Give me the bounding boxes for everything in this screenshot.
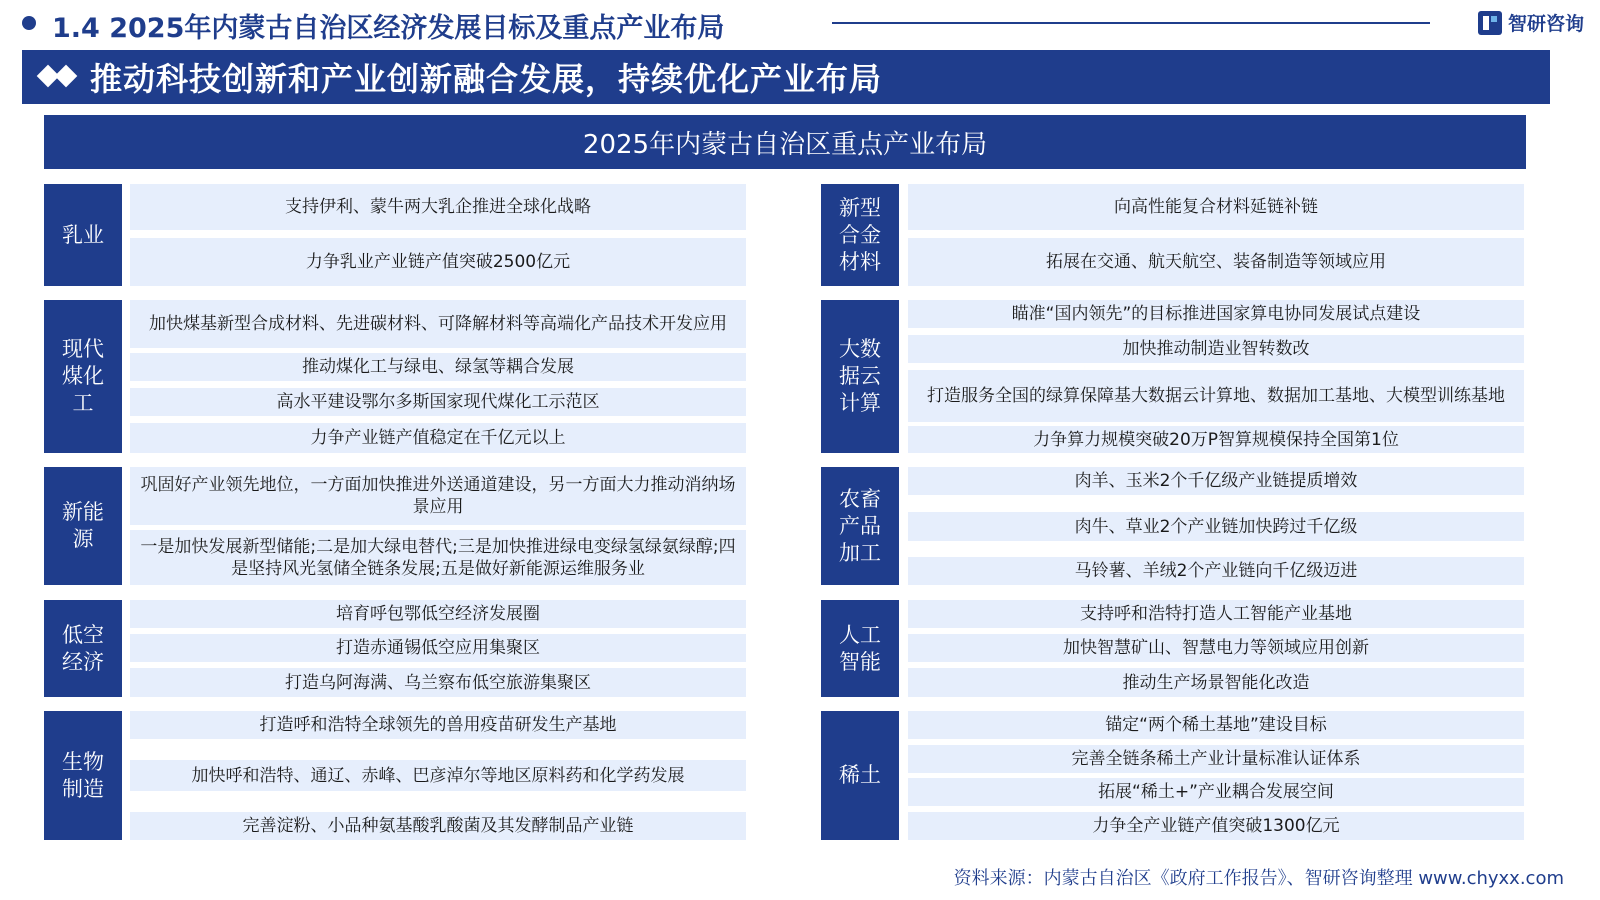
left-category-1-item-3: 力争产业链产值稳定在千亿元以上: [130, 423, 746, 453]
right-category-1-item-3: 力争算力规模突破20万P智算规模保持全国第1位: [908, 426, 1524, 453]
right-category-4-item-3: 力争全产业链产值突破1300亿元: [908, 812, 1524, 840]
left-category-2-item-1: 一是加快发展新型储能;二是加大绿电替代;三是加快推进绿电变绿氢绿氨绿醇;四是坚持风光氢储全链条发展;五是做好新能源运维服务业: [130, 530, 746, 585]
left-category-3-item-0: 培育呼包鄂低空经济发展圈: [130, 600, 746, 628]
page-title: 1.4 2025年内蒙古自治区经济发展目标及重点产业布局: [52, 13, 725, 44]
right-category-1-item-0: 瞄准“国内领先”的目标推进国家算电协同发展试点建设: [908, 300, 1524, 328]
left-category-2: 新能 源: [44, 467, 122, 585]
right-category-0: 新型 合金 材料: [821, 184, 899, 286]
bullet-icon: [22, 16, 36, 30]
right-category-1-item-2: 打造服务全国的绿算保障基大数据云计算地、数据加工基地、大模型训练基地: [908, 370, 1524, 422]
left-category-0: 乳业: [44, 184, 122, 286]
right-category-1: 大数 据云 计算: [821, 300, 899, 453]
right-category-3-item-2: 推动生产场景智能化改造: [908, 668, 1524, 697]
left-category-0-item-1: 力争乳业产业链产值突破2500亿元: [130, 238, 746, 286]
left-category-4-item-1: 加快呼和浩特、通辽、赤峰、巴彦淖尔等地区原料药和化学药发展: [130, 760, 746, 791]
section-banner: [22, 50, 1550, 104]
left-category-4: 生物 制造: [44, 711, 122, 840]
right-category-2-item-0: 肉羊、玉米2个千亿级产业链提质增效: [908, 467, 1524, 495]
right-category-2-item-1: 肉牛、草业2个产业链加快跨过千亿级: [908, 512, 1524, 541]
right-category-4-item-2: 拓展“稀土+”产业耦合发展空间: [908, 778, 1524, 806]
left-category-4-item-0: 打造呼和浩特全球领先的兽用疫苗研发生产基地: [130, 711, 746, 739]
right-category-2-item-2: 马铃薯、羊绒2个产业链向千亿级迈进: [908, 557, 1524, 585]
brand-logo: [1478, 9, 1584, 36]
logo-icon: [1478, 11, 1502, 35]
left-category-1-item-1: 推动煤化工与绿电、绿氢等耦合发展: [130, 353, 746, 381]
left-category-3-item-2: 打造乌阿海满、乌兰察布低空旅游集聚区: [130, 668, 746, 697]
right-category-2: 农畜 产品 加工: [821, 467, 899, 585]
right-category-0-item-1: 拓展在交通、航天航空、装备制造等领域应用: [908, 238, 1524, 286]
left-category-4-item-2: 完善淀粉、小品种氨基酸乳酸菌及其发酵制品产业链: [130, 812, 746, 840]
left-category-3: 低空 经济: [44, 600, 122, 697]
diamond-icon: [30, 50, 90, 104]
left-category-3-item-1: 打造赤通锡低空应用集聚区: [130, 634, 746, 662]
left-category-0-item-0: 支持伊利、蒙牛两大乳企推进全球化战略: [130, 184, 746, 230]
left-category-1-item-0: 加快煤基新型合成材料、先进碳材料、可降解材料等高端化产品技术开发应用: [130, 300, 746, 348]
right-category-4-item-1: 完善全链条稀土产业计量标准认证体系: [908, 745, 1524, 773]
right-category-1-item-1: 加快推动制造业智转数改: [908, 335, 1524, 363]
right-category-3-item-0: 支持呼和浩特打造人工智能产业基地: [908, 600, 1524, 628]
left-category-2-item-0: 巩固好产业领先地位，一方面加快推进外送通道建设，另一方面大力推动消纳场景应用: [130, 467, 746, 525]
page-header: [0, 0, 1600, 48]
right-category-3-item-1: 加快智慧矿山、智慧电力等领域应用创新: [908, 634, 1524, 662]
banner-title: 推动科技创新和产业创新融合发展，持续优化产业布局: [90, 60, 883, 98]
right-category-0-item-0: 向高性能复合材料延链补链: [908, 184, 1524, 230]
header-divider: [832, 22, 1430, 24]
left-category-1-item-2: 高水平建设鄂尔多斯国家现代煤化工示范区: [130, 388, 746, 416]
right-category-4-item-0: 锚定“两个稀土基地”建设目标: [908, 711, 1524, 739]
chart-subtitle: 2025年内蒙古自治区重点产业布局: [44, 115, 1526, 169]
right-category-4: 稀土: [821, 711, 899, 840]
right-category-3: 人工 智能: [821, 600, 899, 697]
logo-text: 智研咨询: [1507, 13, 1584, 35]
left-category-1: 现代 煤化 工: [44, 300, 122, 453]
source-note: 资料来源：内蒙古自治区《政府工作报告》、智研咨询整理 www.chyxx.com: [953, 868, 1564, 889]
